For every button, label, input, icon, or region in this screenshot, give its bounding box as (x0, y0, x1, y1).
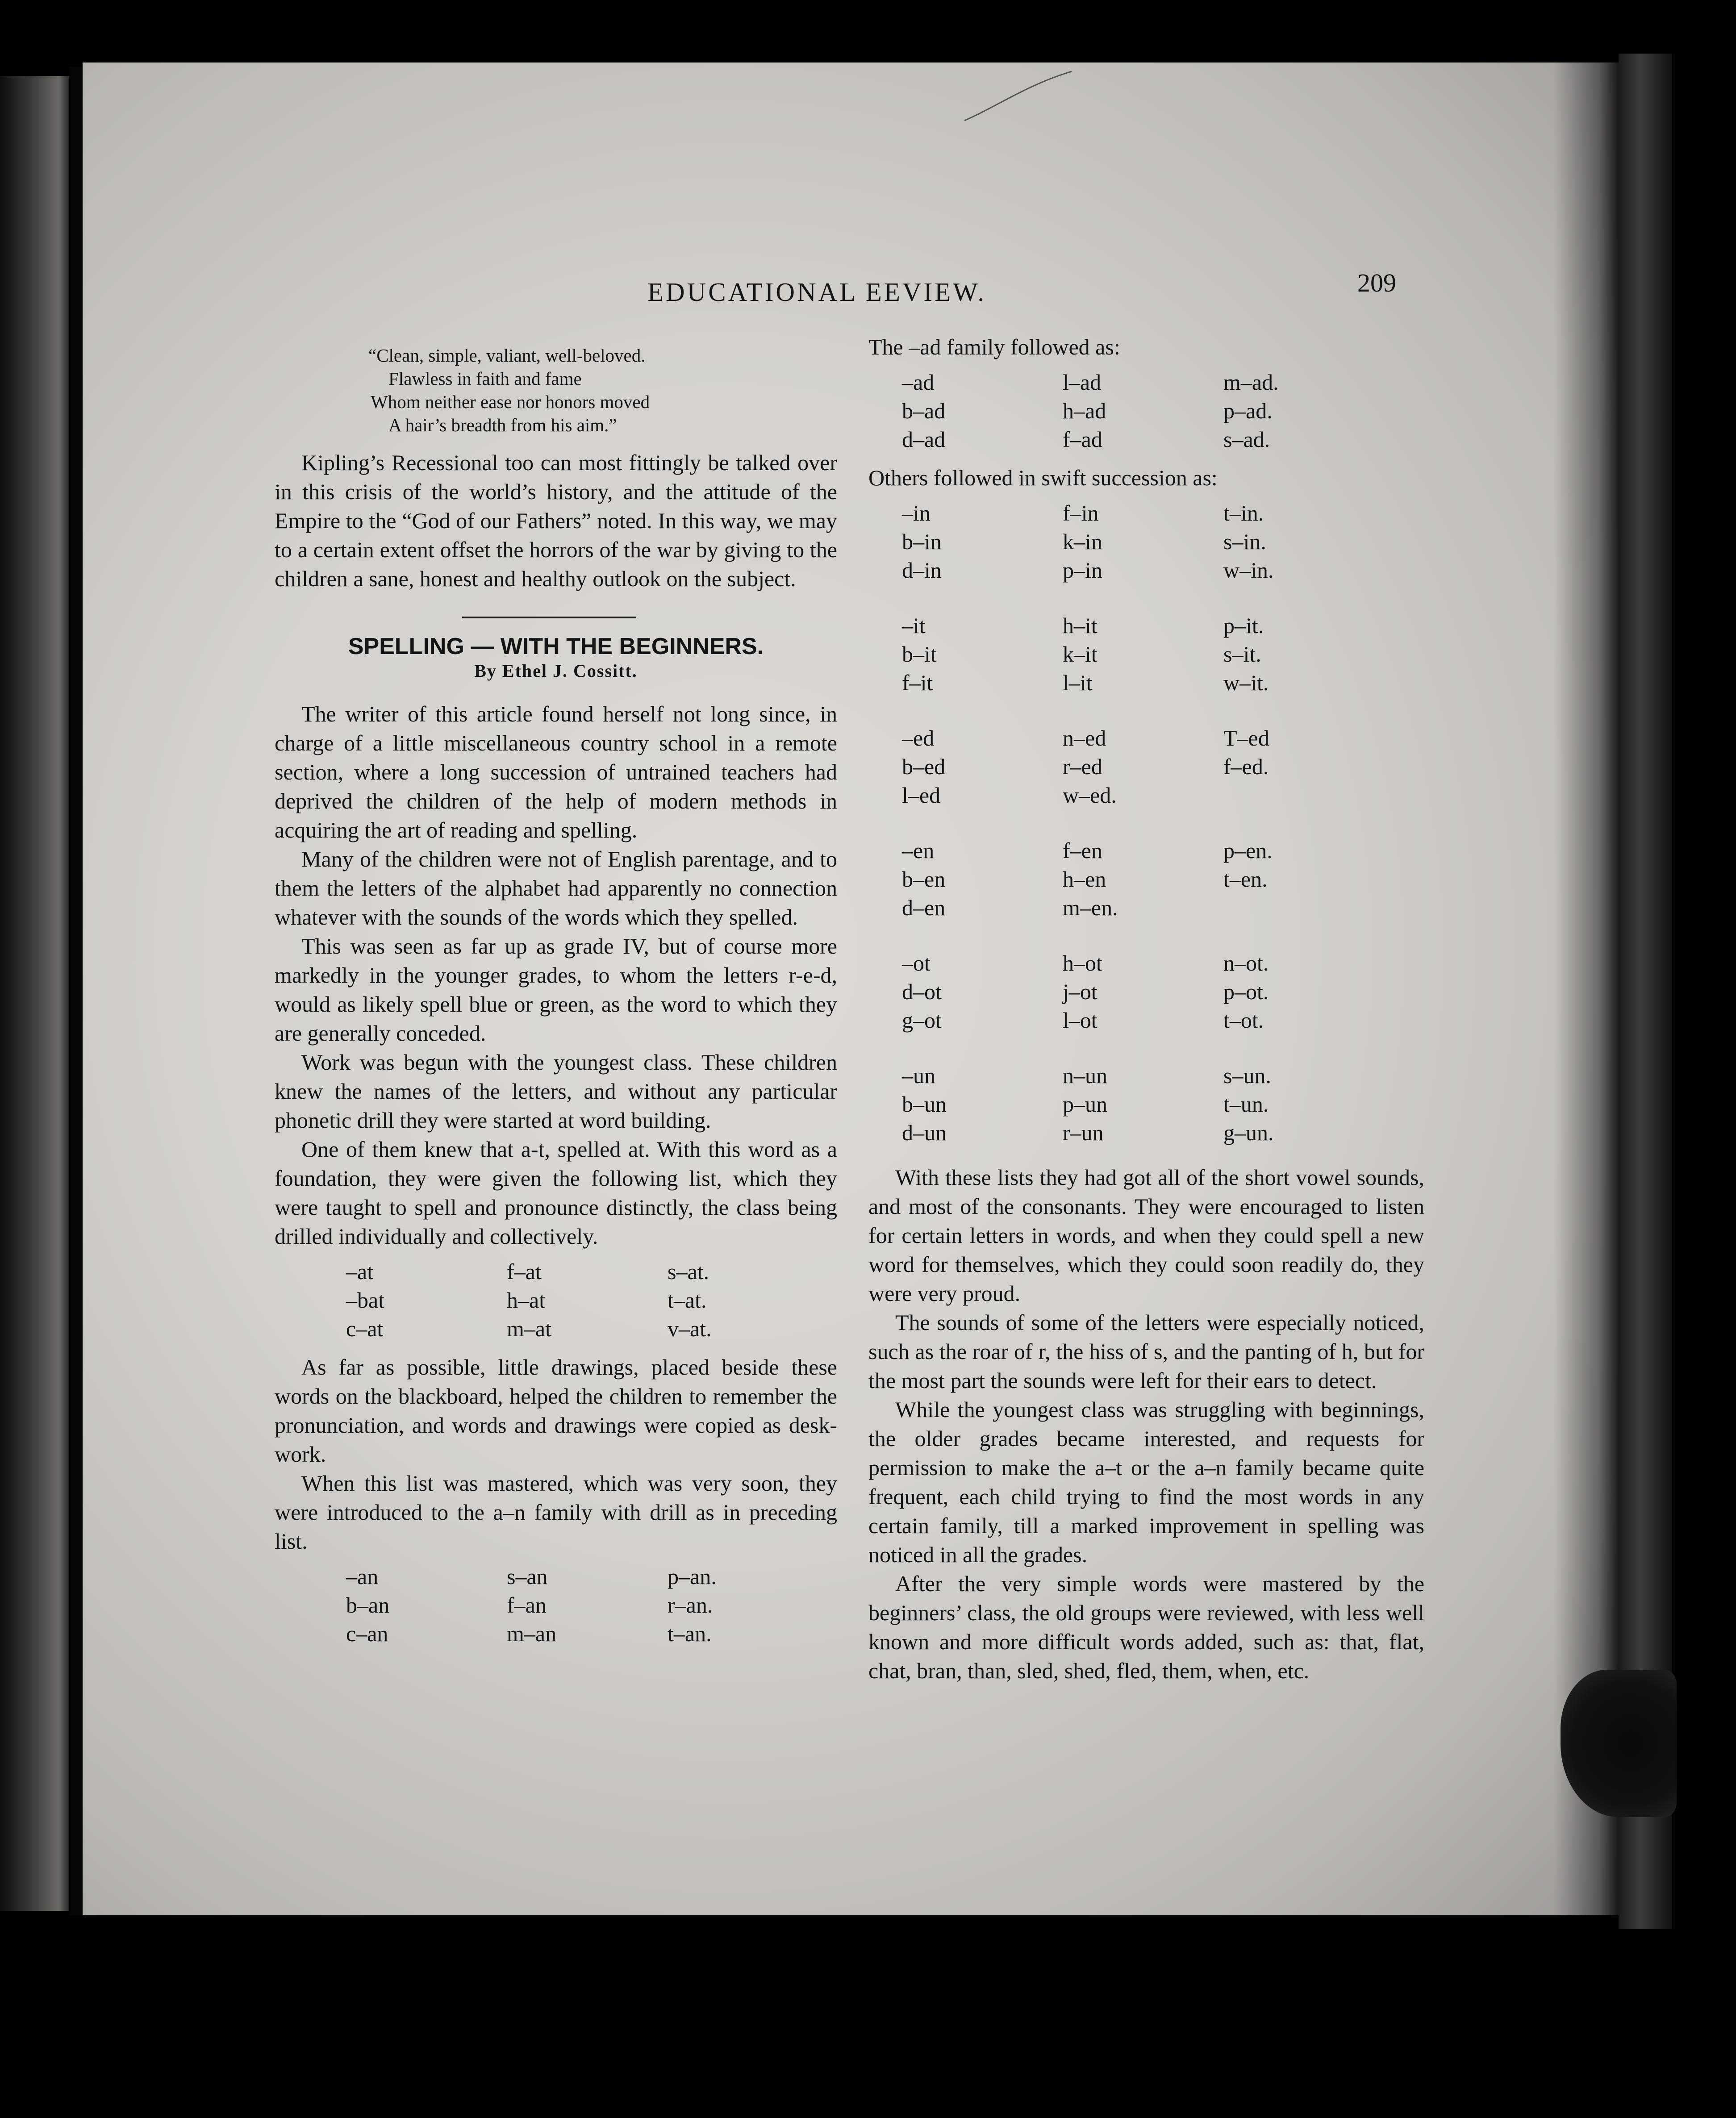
word: –en (902, 838, 935, 863)
word-row (902, 893, 1424, 922)
word: d–ad (902, 427, 946, 452)
word: f–ed. (1223, 754, 1269, 779)
word: –ed (902, 725, 935, 750)
word-row (902, 836, 1424, 865)
word (1223, 781, 1384, 809)
word: h–ad (1063, 398, 1106, 423)
right-paragraphs (868, 1163, 1424, 1685)
word: s–un. (1223, 1063, 1271, 1088)
word: m–en. (1063, 895, 1118, 920)
word: b–ad (902, 398, 946, 423)
word: l–ed (902, 783, 941, 808)
word: p–un (1063, 1092, 1107, 1117)
word: m–an (507, 1621, 557, 1646)
group-spacer (902, 697, 1424, 724)
paragraph: As far as possible, little drawings, placed beside these words on the blackboard, helped the children to remember the pronunciation, and words and drawings were copied as desk-work. (275, 1355, 837, 1467)
word-row (902, 425, 1424, 454)
word-row (346, 1619, 837, 1648)
word: f–it (902, 670, 933, 695)
word: t–en. (1223, 867, 1268, 892)
word-family-groups (902, 499, 1424, 1147)
word: n–un (1063, 1063, 1107, 1088)
word: b–en (902, 867, 946, 892)
paragraph: Many of the children were not of English parentage, and to them the letters of the alphabet had apparently no connection whatever with the sounds of the words which they spelled. (275, 846, 837, 930)
word: c–an (346, 1621, 388, 1646)
word: –an (346, 1564, 379, 1589)
word: c–at (346, 1316, 384, 1341)
poem-line: “Clean, simple, valiant, well-beloved. (368, 345, 646, 366)
ad-intro: The –ad family followed as: (868, 334, 1120, 359)
word: w–in. (1223, 558, 1274, 583)
word-row (902, 668, 1424, 697)
word-row (346, 1286, 837, 1314)
word: f–ad (1063, 427, 1102, 452)
word-row (902, 396, 1424, 425)
group-spacer (902, 809, 1424, 836)
word: –it (902, 613, 926, 638)
word-row (902, 368, 1424, 396)
word-row (902, 724, 1424, 752)
left-column (275, 344, 837, 1658)
paragraph: With these lists they had got all of the short vowel sounds, and most of the consonants. They were encouraged to listen for certain letters in words, and when they could spell a new word for themselves, which they could soon readily do, they were very proud. (868, 1165, 1424, 1306)
page-shadow (1554, 63, 1619, 1915)
word: w–it. (1223, 670, 1269, 695)
word-row (902, 1061, 1424, 1090)
word: p–in (1063, 558, 1102, 583)
paragraph: After the very simple words were mastered by the beginners’ class, the old groups were reviewed, with less well known and more difficult words added, such as: that, flat, chat, bran, than, sled, shed, fled, them, when, etc. (868, 1571, 1424, 1683)
word: g–un. (1223, 1120, 1274, 1145)
word: d–en (902, 895, 946, 920)
word: p–an. (668, 1564, 717, 1589)
word: t–ot. (1223, 1008, 1264, 1033)
right-page-edge (1619, 54, 1672, 1929)
word: m–ad. (1223, 370, 1279, 395)
word: g–ot (902, 1008, 942, 1033)
group-spacer (902, 1034, 1424, 1061)
word: –at (346, 1259, 374, 1284)
poem-line: Whom neither ease nor honors moved (371, 392, 650, 412)
word-row (902, 1006, 1424, 1034)
word: f–in (1063, 500, 1099, 525)
word-row (902, 977, 1424, 1006)
word: T–ed (1223, 725, 1269, 750)
word (1223, 893, 1384, 922)
word: s–ad. (1223, 427, 1270, 452)
word: p–ad. (1223, 398, 1273, 423)
word-row (902, 556, 1424, 584)
group-spacer (902, 584, 1424, 611)
word: h–at (507, 1288, 546, 1313)
group-spacer (902, 922, 1424, 949)
word: b–ed (902, 754, 946, 779)
word: j–ot (1063, 979, 1098, 1004)
word-row (346, 1591, 837, 1619)
word: f–at (507, 1259, 542, 1284)
page-number: 209 (1357, 268, 1396, 297)
word: n–ot. (1223, 951, 1269, 976)
at-word-list (346, 1257, 837, 1343)
word: r–an. (668, 1593, 713, 1618)
word-row (902, 865, 1424, 893)
paragraph: This was seen as far up as grade IV, but of course more markedly in the younger grades, to whom the letters r-e-d, would as likely spell blue or green, as the word to which they are generally conceded. (275, 934, 837, 1046)
word: –in (902, 500, 931, 525)
word: h–ot (1063, 951, 1102, 976)
poem-line: A hair’s breadth from his aim.” (388, 415, 617, 435)
right-column (868, 333, 1424, 1685)
word: f–an (507, 1593, 547, 1618)
word: w–ed. (1063, 783, 1117, 808)
word-row (902, 1118, 1424, 1147)
word: s–an (507, 1564, 548, 1589)
others-intro: Others followed in swift succession as: (868, 465, 1218, 490)
word-row (346, 1314, 837, 1343)
word: t–un. (1223, 1092, 1269, 1117)
word: –un (902, 1063, 935, 1088)
word-row (902, 527, 1424, 556)
pencil-mark (960, 67, 1076, 125)
word: –ad (902, 370, 935, 395)
word: l–it (1063, 670, 1093, 695)
word: k–in (1063, 529, 1102, 554)
poem-line: Flawless in faith and fame (388, 368, 582, 389)
word: t–in. (1223, 500, 1264, 525)
word: s–at. (668, 1259, 709, 1284)
paragraph: Work was begun with the youngest class. These children knew the names of the letters, and without any particular phonetic drill they were started at word building. (275, 1050, 837, 1133)
ad-word-list (902, 368, 1424, 454)
word-row (902, 611, 1424, 640)
word: b–in (902, 529, 942, 554)
word: k–it (1063, 642, 1098, 667)
word: h–it (1063, 613, 1098, 638)
section-divider (462, 617, 636, 618)
journal-title: EDUCATIONAL EEVIEW. (647, 277, 987, 307)
word: l–ad (1063, 370, 1102, 395)
intro-paragraph: Kipling’s Recessional too can most fittingly be talked over in this crisis of the world’s history, and the attitude of the Empire to the “God of our Fathers” noted. In this way, we may to a certain extent offset the horrors of the war by giving to the children a sane, honest and healthy outlook on the subject. (275, 450, 837, 591)
word: v–at. (668, 1316, 712, 1341)
word: r–un (1063, 1120, 1104, 1145)
word: l–ot (1063, 1008, 1098, 1033)
word-row (346, 1562, 837, 1591)
word: t–an. (668, 1621, 712, 1646)
word: –bat (346, 1288, 385, 1313)
paragraph: One of them knew that a-t, spelled at. With this word as a foundation, they were given the following list, which they were taught to spell and pronounce distinctly, the class being drilled individually and collectively. (275, 1137, 837, 1249)
word: t–at. (668, 1288, 707, 1313)
word-row (902, 752, 1424, 781)
word: f–en (1063, 838, 1102, 863)
word: d–ot (902, 979, 942, 1004)
an-word-list (346, 1562, 837, 1648)
paragraph: While the youngest class was struggling with beginnings, the older grades became interested, and requests for permission to make the a–t or the a–n family became quite frequent, each child trying to find the most words in any certain family, till a marked improvement in spelling was noticed in all the grades. (868, 1397, 1424, 1567)
paragraph: When this list was mastered, which was very soon, they were introduced to the a–n family with drill as in preceding list. (275, 1471, 837, 1554)
word: m–at (507, 1316, 551, 1341)
paragraph: The sounds of some of the letters were especially noticed, such as the roar of r, the hiss of s, and the panting of h, but for the most part the sounds were left for their ears to detect. (868, 1310, 1424, 1393)
word-row (902, 499, 1424, 527)
word-row (346, 1257, 837, 1286)
word: b–un (902, 1092, 947, 1117)
word: –ot (902, 951, 931, 976)
article-title: SPELLING — WITH THE BEGINNERS. (348, 634, 764, 659)
word: b–it (902, 642, 937, 667)
word: r–ed (1063, 754, 1102, 779)
word: b–an (346, 1593, 390, 1618)
word: p–ot. (1223, 979, 1269, 1004)
book-gutter (69, 67, 83, 1915)
thumb-shadow (1561, 1670, 1677, 1817)
word: s–it. (1223, 642, 1261, 667)
word: s–in. (1223, 529, 1266, 554)
word: d–in (902, 558, 942, 583)
word: p–en. (1223, 838, 1273, 863)
paragraph: The writer of this article found herself not long since, in charge of a little miscellaneous country school in a remote section, where a long succession of untrained teachers had deprived the children of the help of modern methods in acquiring the art of reading and spelling. (275, 701, 837, 842)
word: d–un (902, 1120, 947, 1145)
word-row (902, 1090, 1424, 1118)
article-byline: By Ethel J. Cossitt. (474, 661, 638, 681)
word: h–en (1063, 867, 1106, 892)
word: p–it. (1223, 613, 1264, 638)
word-row (902, 781, 1424, 809)
poem-quote (275, 344, 837, 437)
word-row (902, 949, 1424, 977)
left-page-edge (0, 76, 69, 1911)
word-row (902, 640, 1424, 668)
word: n–ed (1063, 725, 1106, 750)
